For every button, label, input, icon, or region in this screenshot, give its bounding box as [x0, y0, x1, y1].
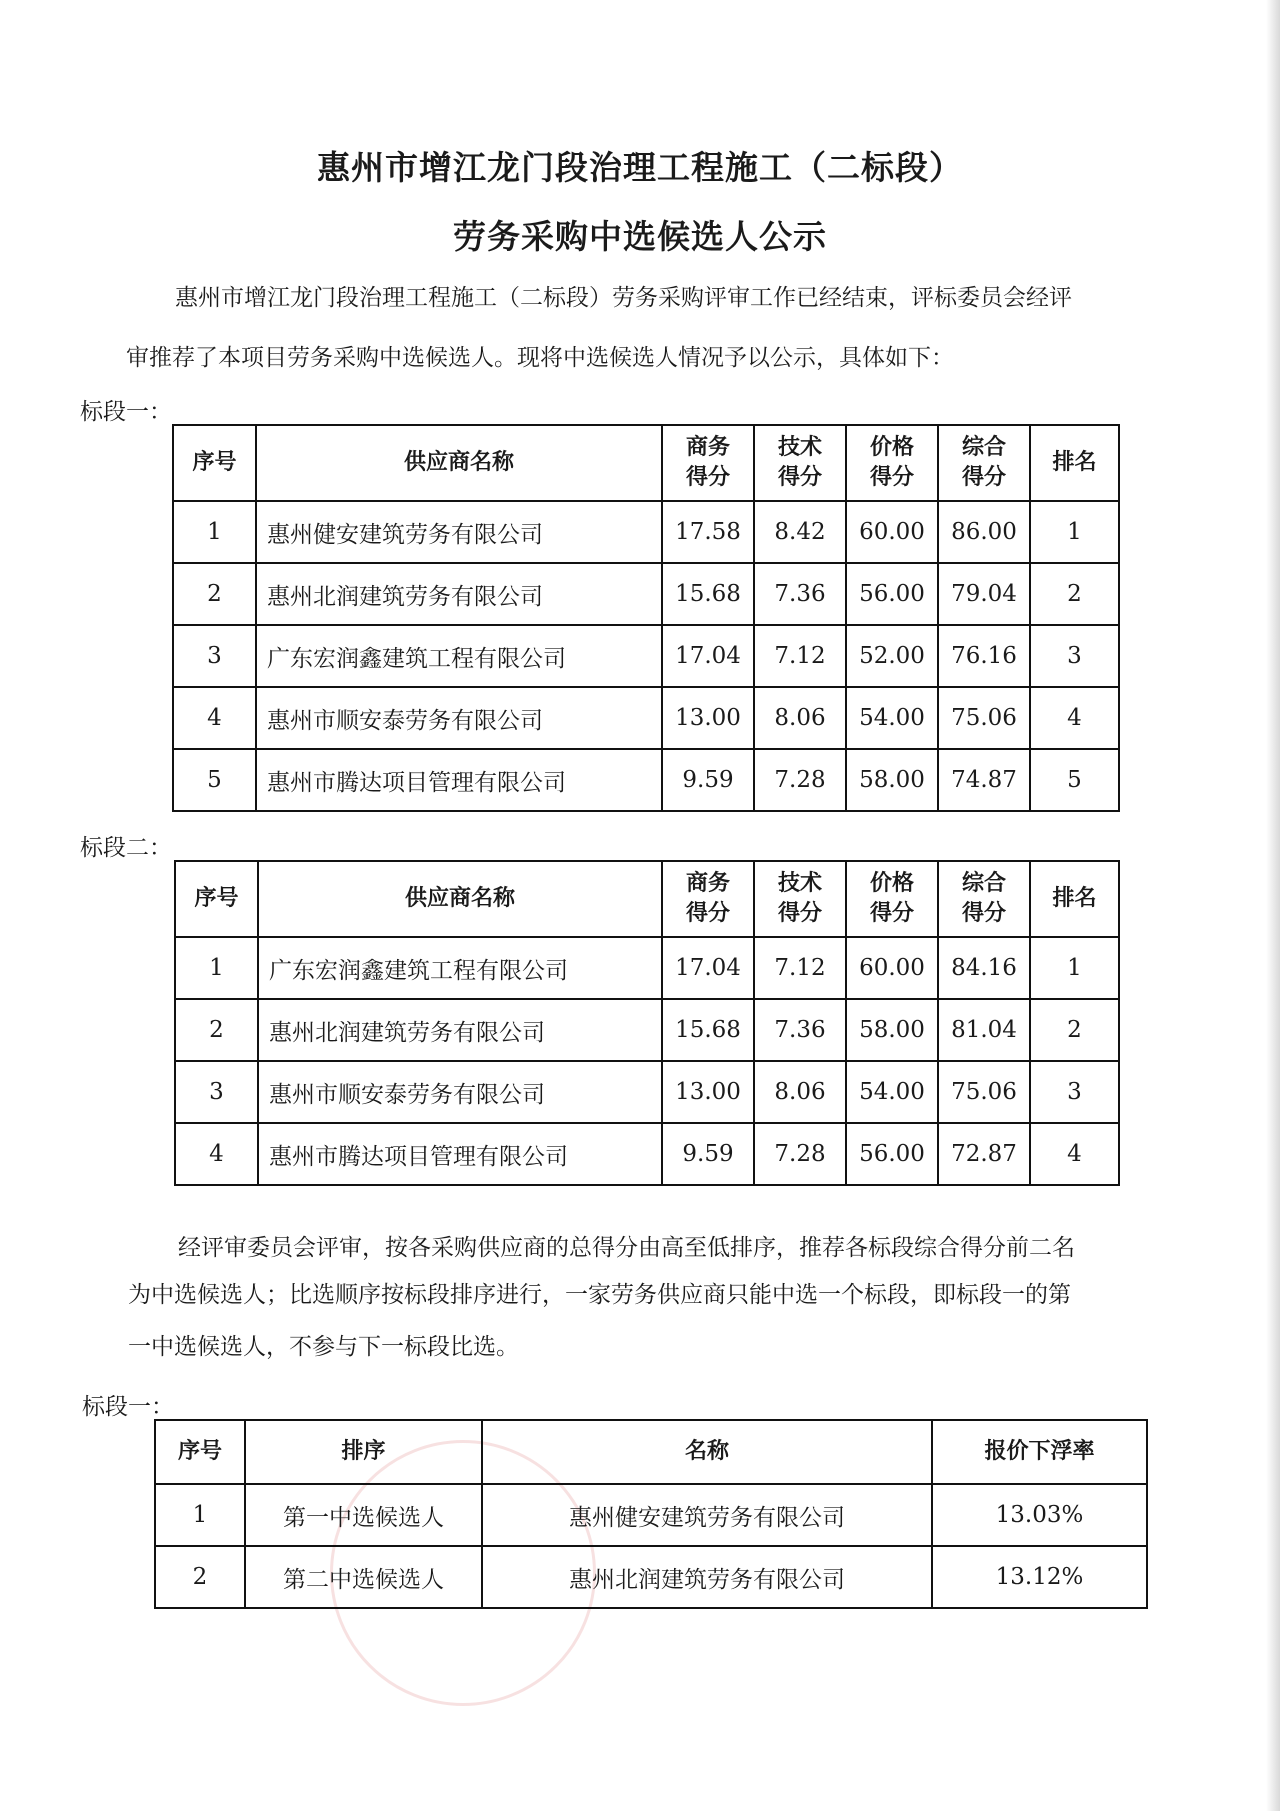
section-2-label: 标段二：	[80, 835, 172, 861]
table-row	[173, 687, 1119, 749]
cell-technical-score: 7.28	[754, 749, 846, 811]
cell-total-score: 76.16	[938, 625, 1030, 687]
review-line-1: 经评审委员会评审，按各采购供应商的总得分由高至低排序，推荐各标段综合得分前二名	[178, 1235, 1075, 1261]
header-rate: 报价下浮率	[932, 1420, 1147, 1484]
cell-business-score: 15.68	[662, 999, 754, 1061]
header-supplier: 供应商名称	[256, 425, 662, 501]
cell-technical-score: 7.12	[754, 937, 846, 999]
cell-price-score: 54.00	[846, 1061, 938, 1123]
table-header-row	[155, 1420, 1147, 1484]
cell-rank: 4	[1030, 1123, 1119, 1185]
cell-name: 惠州北润建筑劳务有限公司	[482, 1546, 932, 1608]
table-header-row	[175, 861, 1119, 937]
table-row	[173, 501, 1119, 563]
header-name: 名称	[482, 1420, 932, 1484]
cell-index: 4	[173, 687, 256, 749]
cell-index: 3	[173, 625, 256, 687]
cell-index: 1	[173, 501, 256, 563]
table-header-row	[173, 425, 1119, 501]
cell-price-score: 56.00	[846, 563, 938, 625]
table-row	[173, 749, 1119, 811]
cell-business-score: 9.59	[662, 1123, 754, 1185]
cell-technical-score: 8.42	[754, 501, 846, 563]
table-row	[175, 1123, 1119, 1185]
table-row	[175, 1061, 1119, 1123]
header-total: 综合 得分	[938, 861, 1030, 937]
header-rank: 排名	[1030, 861, 1119, 937]
cell-supplier-name: 惠州北润建筑劳务有限公司	[258, 999, 662, 1061]
cell-index: 2	[175, 999, 258, 1061]
cell-total-score: 84.16	[938, 937, 1030, 999]
cell-total-score: 86.00	[938, 501, 1030, 563]
cell-index: 5	[173, 749, 256, 811]
cell-supplier-name: 惠州市顺安泰劳务有限公司	[256, 687, 662, 749]
cell-business-score: 17.04	[662, 937, 754, 999]
table-row	[175, 999, 1119, 1061]
header-order: 排序	[245, 1420, 482, 1484]
cell-rank: 2	[1030, 999, 1119, 1061]
table-row	[173, 625, 1119, 687]
cell-price-score: 60.00	[846, 937, 938, 999]
cell-order: 第二中选候选人	[245, 1546, 482, 1608]
cell-technical-score: 7.12	[754, 625, 846, 687]
review-line-3: 一中选候选人，不参与下一标段比选。	[128, 1334, 519, 1360]
header-business: 商务 得分	[662, 425, 754, 501]
cell-index: 2	[173, 563, 256, 625]
cell-supplier-name: 惠州北润建筑劳务有限公司	[256, 563, 662, 625]
cell-technical-score: 7.36	[754, 999, 846, 1061]
cell-rate: 13.12%	[932, 1546, 1147, 1608]
cell-price-score: 58.00	[846, 999, 938, 1061]
cell-index: 2	[155, 1546, 245, 1608]
cell-rank: 1	[1030, 937, 1119, 999]
cell-order: 第一中选候选人	[245, 1484, 482, 1546]
cell-technical-score: 7.36	[754, 563, 846, 625]
header-index: 序号	[173, 425, 256, 501]
cell-supplier-name: 惠州市腾达项目管理有限公司	[258, 1123, 662, 1185]
cell-total-score: 81.04	[938, 999, 1030, 1061]
header-index: 序号	[155, 1420, 245, 1484]
cell-rank: 1	[1030, 501, 1119, 563]
cell-total-score: 74.87	[938, 749, 1030, 811]
title-line-1: 惠州市增江龙门段治理工程施工（二标段）	[317, 148, 963, 187]
section-3-label: 标段一：	[82, 1394, 174, 1420]
section-1-score-table	[172, 424, 1120, 812]
header-price: 价格 得分	[846, 425, 938, 501]
cell-index: 3	[175, 1061, 258, 1123]
cell-total-score: 75.06	[938, 1061, 1030, 1123]
cell-business-score: 17.04	[662, 625, 754, 687]
intro-line-2: 审推荐了本项目劳务采购中选候选人。现将中选候选人情况予以公示，具体如下：	[126, 345, 954, 371]
cell-rank: 3	[1030, 625, 1119, 687]
cell-supplier-name: 广东宏润鑫建筑工程有限公司	[258, 937, 662, 999]
cell-price-score: 54.00	[846, 687, 938, 749]
cell-technical-score: 7.28	[754, 1123, 846, 1185]
cell-rank: 5	[1030, 749, 1119, 811]
cell-business-score: 13.00	[662, 1061, 754, 1123]
header-index: 序号	[175, 861, 258, 937]
cell-index: 1	[175, 937, 258, 999]
section-2-score-table	[174, 860, 1120, 1186]
cell-price-score: 58.00	[846, 749, 938, 811]
header-technical: 技术 得分	[754, 425, 846, 501]
cell-price-score: 52.00	[846, 625, 938, 687]
cell-business-score: 15.68	[662, 563, 754, 625]
header-technical: 技术 得分	[754, 861, 846, 937]
cell-supplier-name: 惠州健安建筑劳务有限公司	[256, 501, 662, 563]
cell-business-score: 9.59	[662, 749, 754, 811]
cell-rank: 4	[1030, 687, 1119, 749]
review-line-2: 为中选候选人；比选顺序按标段排序进行，一家劳务供应商只能中选一个标段，即标段一的第	[128, 1282, 1071, 1308]
intro-line-1: 惠州市增江龙门段治理工程施工（二标段）劳务采购评审工作已经结束，评标委员会经评	[175, 285, 1072, 311]
cell-index: 1	[155, 1484, 245, 1546]
cell-rate: 13.03%	[932, 1484, 1147, 1546]
cell-business-score: 13.00	[662, 687, 754, 749]
cell-price-score: 60.00	[846, 501, 938, 563]
cell-index: 4	[175, 1123, 258, 1185]
title-line-2: 劳务采购中选候选人公示	[453, 217, 827, 256]
section-1-label: 标段一：	[80, 399, 172, 425]
cell-rank: 3	[1030, 1061, 1119, 1123]
page-edge-shadow	[1266, 0, 1280, 1811]
cell-total-score: 79.04	[938, 563, 1030, 625]
table-row	[175, 937, 1119, 999]
table-row	[155, 1546, 1147, 1608]
cell-supplier-name: 惠州市腾达项目管理有限公司	[256, 749, 662, 811]
cell-technical-score: 8.06	[754, 1061, 846, 1123]
candidate-table	[154, 1419, 1148, 1609]
table-row	[155, 1484, 1147, 1546]
cell-total-score: 75.06	[938, 687, 1030, 749]
cell-name: 惠州健安建筑劳务有限公司	[482, 1484, 932, 1546]
cell-business-score: 17.58	[662, 501, 754, 563]
header-price: 价格 得分	[846, 861, 938, 937]
header-business: 商务 得分	[662, 861, 754, 937]
cell-supplier-name: 惠州市顺安泰劳务有限公司	[258, 1061, 662, 1123]
cell-technical-score: 8.06	[754, 687, 846, 749]
cell-price-score: 56.00	[846, 1123, 938, 1185]
header-total: 综合 得分	[938, 425, 1030, 501]
cell-total-score: 72.87	[938, 1123, 1030, 1185]
table-row	[173, 563, 1119, 625]
cell-supplier-name: 广东宏润鑫建筑工程有限公司	[256, 625, 662, 687]
cell-rank: 2	[1030, 563, 1119, 625]
header-rank: 排名	[1030, 425, 1119, 501]
header-supplier: 供应商名称	[258, 861, 662, 937]
